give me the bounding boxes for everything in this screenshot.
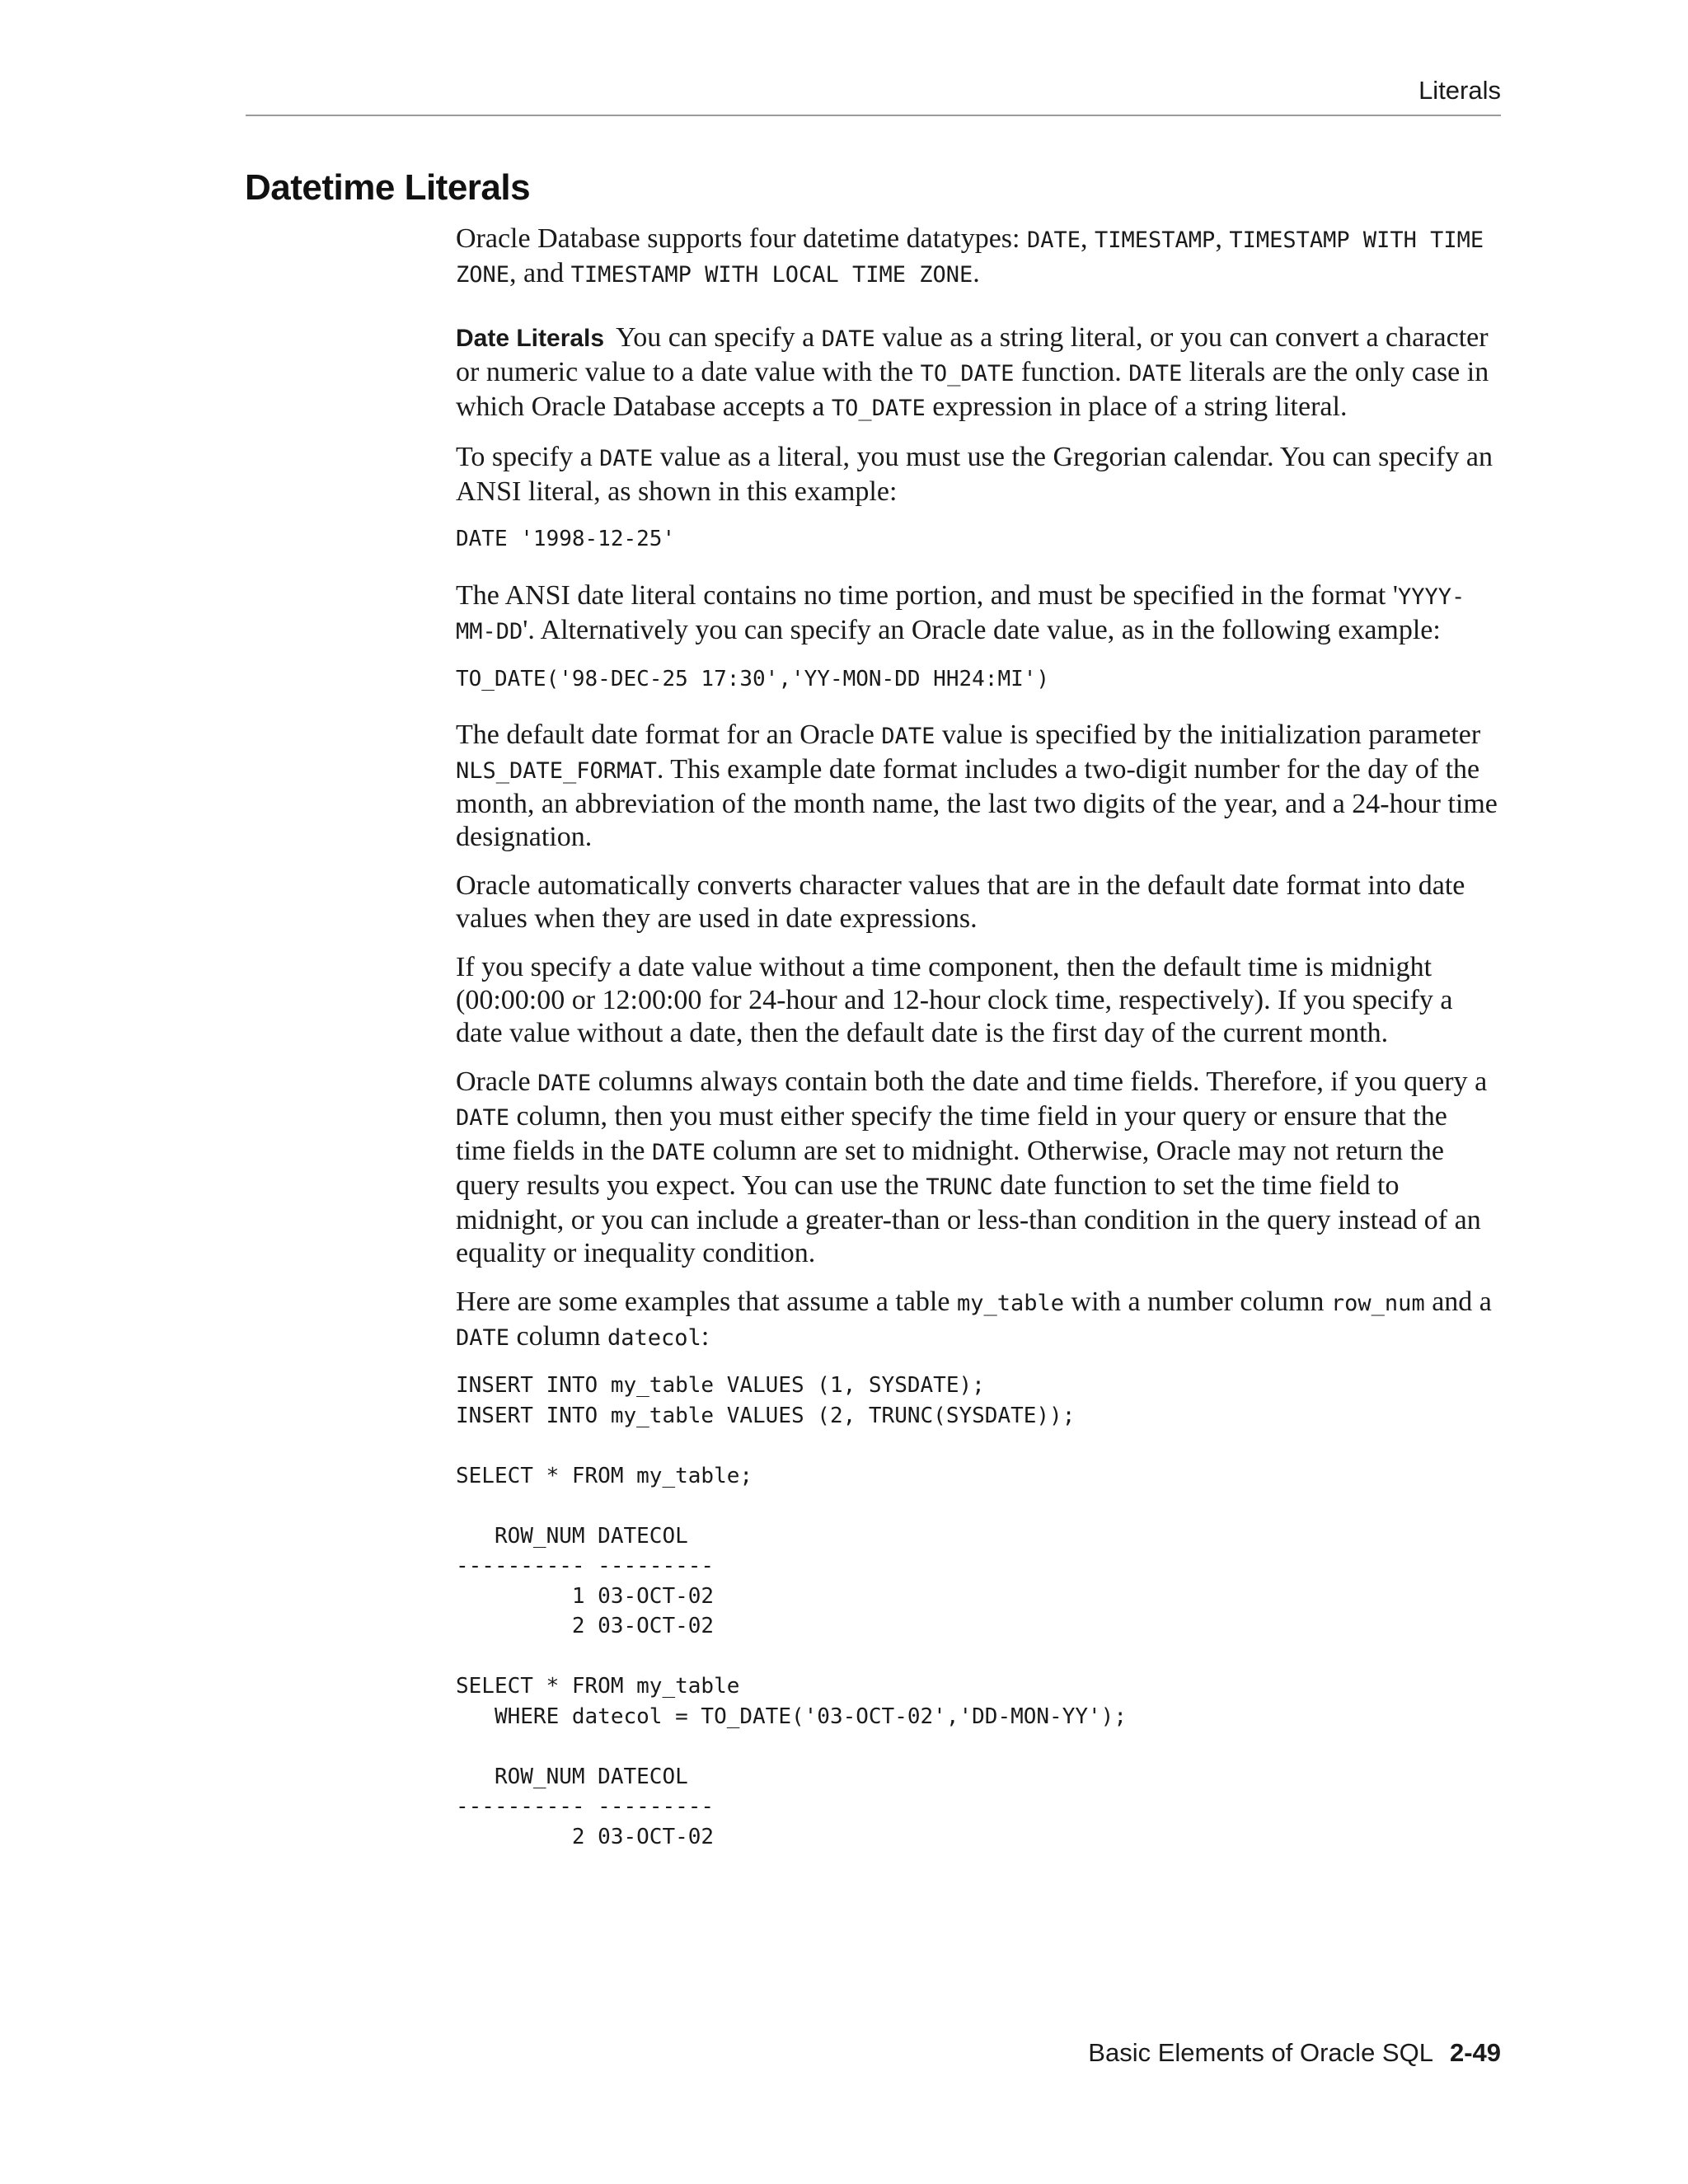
- text-run: column: [509, 1321, 608, 1352]
- body-content: [456, 223, 1501, 1870]
- text-run: columns always contain both the date and time fields. Therefore, if you query a: [591, 1066, 1488, 1097]
- code-term: TO_DATE: [831, 396, 926, 421]
- code-term: my_table: [956, 1291, 1065, 1316]
- text-run: value as a literal, you must use the Gregorian calendar. You can specify an ANSI literal, as shown in this example:: [456, 442, 1493, 507]
- header-rule: [246, 115, 1501, 116]
- text-run: The default date format for an Oracle: [456, 719, 882, 750]
- text-run: :: [701, 1321, 710, 1352]
- code-term: YYYY-MM-DD: [456, 583, 1465, 644]
- text-run: Oracle: [456, 1066, 538, 1097]
- paragraph-gregorian: [456, 441, 1501, 509]
- text-run: .: [973, 258, 980, 288]
- paragraph-datetime-datatypes: [456, 223, 1501, 292]
- code-term: DATE: [651, 1140, 706, 1165]
- code-term: DATE: [599, 446, 654, 471]
- text-run: Oracle Database supports four datetime datatypes:: [456, 223, 1027, 254]
- text-run: column are set to midnight. Otherwise, Oracle may not return the query results you expect. You can use the: [456, 1136, 1445, 1201]
- paragraph-date-columns: [456, 1066, 1501, 1270]
- code-term: DATE: [1026, 227, 1081, 253]
- paragraph-default-time: If you specify a date value without a time component, then the default time is midnight (00:00:00 or 12:00:00 for 24-hour and 12-hour clock time, respectively). If you specify a date value without a date, then the default date is the first day of the current month.: [456, 952, 1453, 1048]
- running-head: Literals: [1418, 76, 1501, 105]
- paragraph-date-literals: [456, 321, 1501, 425]
- code-term: DATE: [821, 326, 875, 352]
- text-run: To specify a: [456, 442, 600, 472]
- text-run: literals are the only case in which Oracle Database accepts a: [456, 357, 1489, 422]
- text-run: The ANSI date literal contains no time portion, and must be specified in the format ': [456, 579, 1398, 611]
- code-term: DATE: [1128, 361, 1183, 387]
- paragraph-examples-intro: [456, 1286, 1501, 1355]
- code-term: DATE: [537, 1071, 592, 1096]
- page-number: 2-49: [1449, 2038, 1501, 2067]
- code-term: DATE: [881, 724, 935, 749]
- code-term: DATE: [456, 1325, 510, 1351]
- text-run: '. Alternatively you can specify an Oracle date value, as in the following example:: [523, 614, 1441, 645]
- code-term: TIMESTAMP: [1095, 227, 1216, 253]
- code-term: DATE: [456, 1105, 510, 1131]
- code-term: TIMESTAMP WITH LOCAL TIME ZONE: [570, 262, 973, 288]
- text-run: column, then you must either specify the time field in your query or ensure that the time fields in the: [456, 1101, 1447, 1166]
- text-run: , and: [509, 258, 571, 288]
- text-run: with a number column: [1064, 1286, 1331, 1317]
- code-example-to-date: TO_DATE('98-DEC-25 17:30','YY-MON-DD HH24:MI'): [456, 666, 1050, 691]
- code-example-ansi-date: DATE '1998-12-25': [456, 527, 676, 551]
- code-term: TRUNC: [926, 1174, 993, 1200]
- text-run: ,: [1081, 223, 1095, 254]
- text-run: You can specify a: [616, 322, 822, 353]
- book-title: Basic Elements of Oracle SQL: [1088, 2038, 1433, 2067]
- text-run: ,: [1215, 223, 1230, 254]
- run-in-heading: Date Literals: [456, 325, 605, 352]
- text-run: Here are some examples that assume a table: [456, 1286, 957, 1317]
- code-term: NLS_DATE_FORMAT: [456, 758, 657, 784]
- text-run: date function to set the time field to midnight, or you can include a greater-than or less-than condition in the query instead of an equality or inequality condition.: [456, 1170, 1481, 1268]
- paragraph-ansi-format: [456, 579, 1501, 649]
- paragraph-default-format: [456, 719, 1501, 854]
- text-run: expression in place of a string literal.: [925, 391, 1348, 422]
- code-term: datecol: [607, 1325, 701, 1351]
- page-footer: [1088, 2038, 1501, 2068]
- code-term: TIMESTAMP WITH TIME ZONE: [456, 227, 1484, 288]
- text-run: and a: [1424, 1286, 1492, 1317]
- text-run: function.: [1014, 357, 1129, 387]
- code-example-queries: INSERT INTO my_table VALUES (1, SYSDATE); INSERT INTO my_table VALUES (2, TRUNC(SYSDATE)); SELECT * FROM my_table; ROW_NUM DATECOL ---------- --------- 1 03-OCT-02 2 03-OCT-02 SELECT * FROM my_table WHERE datecol = TO_DATE('03-OCT-02','DD-MON-YY'); ROW_NUM DATECOL ---------- --------- 2 03-OCT-02: [456, 1373, 1127, 1849]
- code-term: row_num: [1330, 1291, 1425, 1316]
- text-run: value is specified by the initialization parameter: [935, 719, 1481, 750]
- section-title: Datetime Literals: [245, 167, 531, 208]
- code-term: TO_DATE: [920, 361, 1015, 387]
- text-run: value as a string literal, or you can convert a character or numeric value to a date value with the: [456, 322, 1489, 387]
- text-run: . This example date format includes a two-digit number for the day of the month, an abbreviation of the month name, the last two digits of the year, and a 24-hour time designation.: [456, 754, 1498, 852]
- paragraph-auto-convert: Oracle automatically converts character values that are in the default date format into date values when they are used in date expressions.: [456, 870, 1465, 934]
